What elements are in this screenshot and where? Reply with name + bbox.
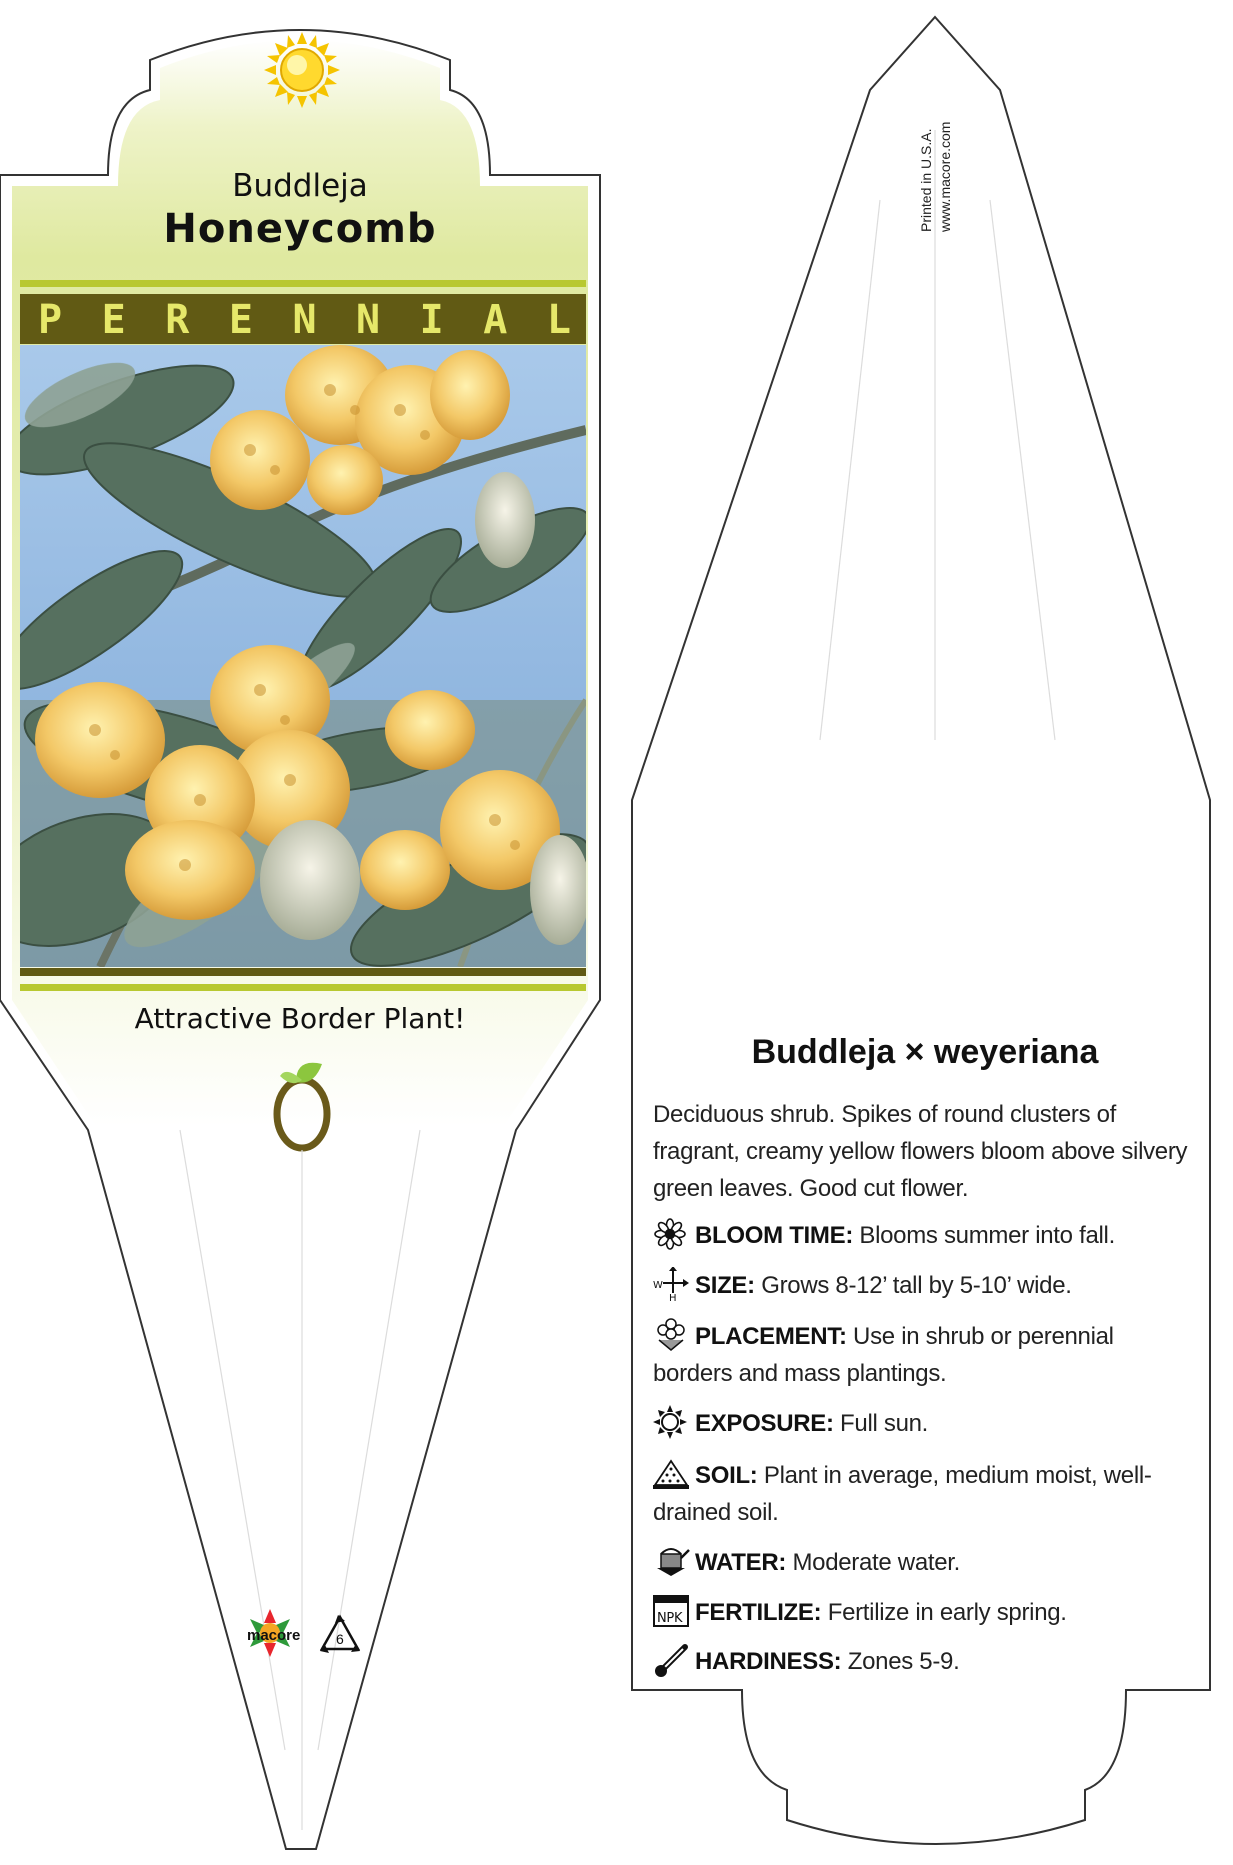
sun-outline-icon: [653, 1405, 691, 1439]
printed-line: Printed in U.S.A.: [918, 128, 934, 232]
botanical-name: Buddleja × weyeriana: [751, 1033, 1099, 1071]
care-label: SIZE:: [695, 1272, 755, 1299]
category-letter: L: [546, 297, 571, 343]
npk-icon: [653, 1594, 691, 1628]
care-label: WATER:: [695, 1549, 787, 1576]
care-soil: [653, 1457, 1193, 1531]
care-text: Grows 8-12’ tall by 5-10’ wide.: [761, 1272, 1072, 1299]
size-arrows-icon: [653, 1267, 691, 1301]
size-h-letter: H: [669, 1293, 677, 1301]
printed-info: [900, 92, 960, 242]
website-line: www.macore.com: [937, 121, 953, 232]
cultivar-name: Honeycomb: [163, 206, 437, 252]
band-top-green: [20, 280, 586, 287]
care-text: Zones 5-9.: [847, 1648, 960, 1675]
tagline: Attractive Border Plant!: [134, 1002, 466, 1035]
category-letter: I: [419, 297, 444, 343]
category-letter: A: [483, 297, 508, 343]
brand-name: macore: [247, 1627, 301, 1644]
care-text: Blooms summer into fall.: [859, 1222, 1115, 1249]
care-water: [653, 1544, 1193, 1581]
npk-text: NPK: [657, 1611, 683, 1626]
category-letter: E: [101, 297, 126, 343]
category-letter: N: [356, 297, 381, 343]
care-exposure: [653, 1405, 1193, 1442]
recycle-code: 6: [336, 1631, 344, 1647]
size-w-letter: W: [653, 1280, 663, 1291]
care-text: Plant in average, medium moist, well-drained soil.: [653, 1462, 1152, 1526]
care-label: EXPOSURE:: [695, 1410, 834, 1437]
category-label: [20, 296, 583, 344]
soil-icon: [653, 1457, 691, 1491]
care-bloom-time: [653, 1217, 1193, 1254]
sun-icon: [264, 32, 340, 108]
placement-icon: [653, 1318, 691, 1352]
care-label: FERTILIZE:: [695, 1599, 822, 1626]
care-label: SOIL:: [695, 1462, 758, 1489]
care-placement: [653, 1318, 1193, 1392]
care-label: PLACEMENT:: [695, 1323, 847, 1350]
watering-can-icon: [653, 1544, 691, 1578]
category-letter: E: [228, 297, 253, 343]
category-letter: R: [165, 297, 190, 343]
care-text: Fertilize in early spring.: [827, 1599, 1067, 1626]
band-bottom-green: [20, 984, 586, 991]
care-text: Moderate water.: [792, 1549, 961, 1576]
care-fertilize: [653, 1594, 1193, 1631]
plant-description: Deciduous shrub. Spikes of round clusters of fragrant, creamy yellow flowers bloom above silvery green leaves. Good cut flower.: [653, 1101, 1188, 1202]
category-letter: P: [38, 297, 63, 343]
care-size: [653, 1267, 1193, 1304]
flower-icon: [653, 1217, 691, 1251]
band-bottom-olive: [20, 968, 586, 976]
category-letter: N: [292, 297, 317, 343]
care-hardiness: [653, 1643, 1193, 1680]
care-label: HARDINESS:: [695, 1648, 842, 1675]
plant-photo: [0, 343, 605, 991]
thermometer-icon: [653, 1643, 691, 1677]
care-label: BLOOM TIME:: [695, 1222, 854, 1249]
common-name: Buddleja: [232, 168, 368, 204]
care-text: Full sun.: [840, 1410, 929, 1437]
care-text: Use in shrub or perennial borders and mass plantings.: [653, 1323, 1114, 1387]
